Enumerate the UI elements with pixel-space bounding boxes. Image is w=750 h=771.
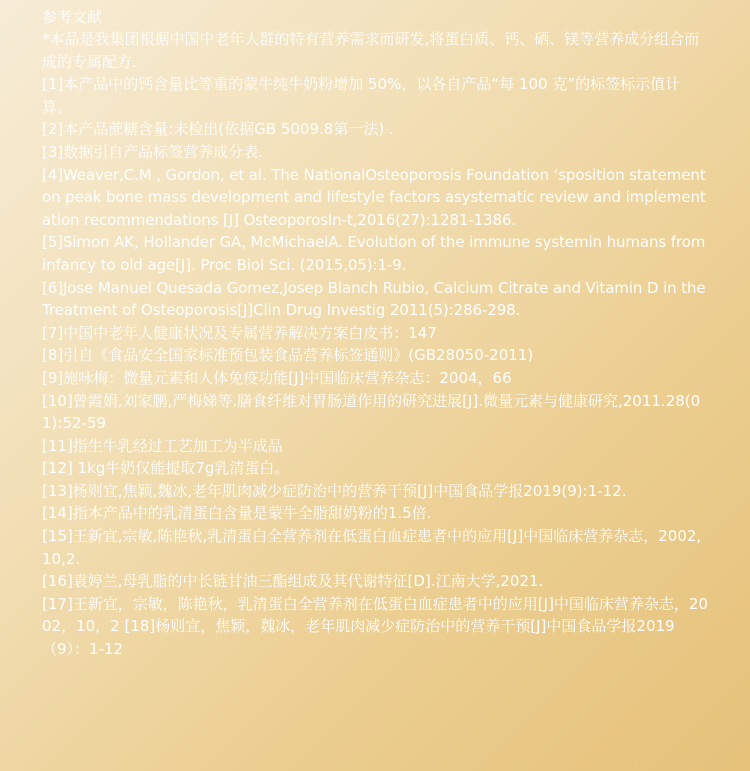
reference-11: [11]指生牛乳经过工艺加工为半成品	[42, 436, 283, 455]
reference-6: [6]Jose Manuel Quesada Gomez,Josep Blanch Rubio, Calcium Citrate and Vitamin D in theTreatment of Osteoporosis[J]Clin Drug Investig 2011(5):286-298.	[42, 278, 706, 320]
reference-3: [3]数据引自产品标签营养成分表.	[42, 142, 264, 161]
reference-12: [12] 1kg牛奶仅能提取7g乳清蛋白。	[42, 459, 290, 478]
reference-1: [1]本产品中的钙含量比等重的蒙牛纯牛奶粉增加 50%，以各自产品“每 100 克”的标签标示值计算。	[42, 75, 681, 116]
reference-9: [9]施咏梅：微量元素和人体免疫功能[J]中国临床营养杂志：2004，66	[42, 368, 512, 387]
reference-5: [5]Simon AK, Hollander GA, McMichaelA. Evolution of the immune systemin humans from infancy to old age[J]. Proc Biol Sci. (2015,05):1-9.	[42, 233, 706, 274]
reference-7: [7]中国中老年人健康状况及专属营养解决方案白皮书：147	[42, 323, 437, 342]
reference-list	[42, 28, 710, 661]
doc-title: 参考文献	[42, 8, 103, 26]
reference-2: [2]本产品蔗糖含量:未检出(依据GB 5009.8第一法) .	[42, 120, 394, 139]
reference-16: [16]袁婷兰,母乳脂的中长链甘油三酯组成及其代谢特征[D].江南大学,2021.	[42, 572, 544, 591]
reference-15: [15]王新宜,宗敏,陈艳秋,乳清蛋白全营养剂在低蛋白血症患者中的应用[J]中国临床营养杂志，2002,10,2.	[42, 527, 702, 568]
reference-4: [4]Weaver,C.M , Gordon, et al. The NationalOsteoporosis Foundation ‘sposition statement on peak bone mass development and lifestyle factors asystematic review and implementation recommendations [J] OsteoporosIn-t,2016(27):1281-1386.	[42, 165, 706, 229]
reference-13: [13]杨则宜,焦颖,魏冰,老年肌肉减少症防治中的营养干预[J]中国食品学报2019(9):1-12.	[42, 481, 627, 500]
reference-14: [14]指本产品中的乳清蛋白含量是蒙牛全脂甜奶粉的1.5倍.	[42, 504, 432, 523]
reference-10: [10]曾霞娟,刘家鹏,严梅娣等.膳食纤维对胃肠道作用的研究进展[J].微量元素与健康研究,2011.28(01):52-59	[42, 391, 701, 433]
reference-17-18: [17]王新宜，宗敏，陈艳秋，乳清蛋白全营养剂在低蛋白血症患者中的应用[J]中国临床营养杂志，2002，10，2 [18]杨则宜，焦颖，魏冰，老年肌肉减少症防治中的营养干预[J]中国食品学报2019（9）：1-12	[42, 594, 709, 659]
reference-note: *本品是我集团根据中国中老年人群的特有营养需求而研发,将蛋白质、钙、硒、镁等营养成分组合而成的专属配方.	[42, 30, 700, 71]
reference-8: [8]引自《食品安全国家标准预包装食品营养标签通则》(GB28050-2011)	[42, 346, 534, 365]
